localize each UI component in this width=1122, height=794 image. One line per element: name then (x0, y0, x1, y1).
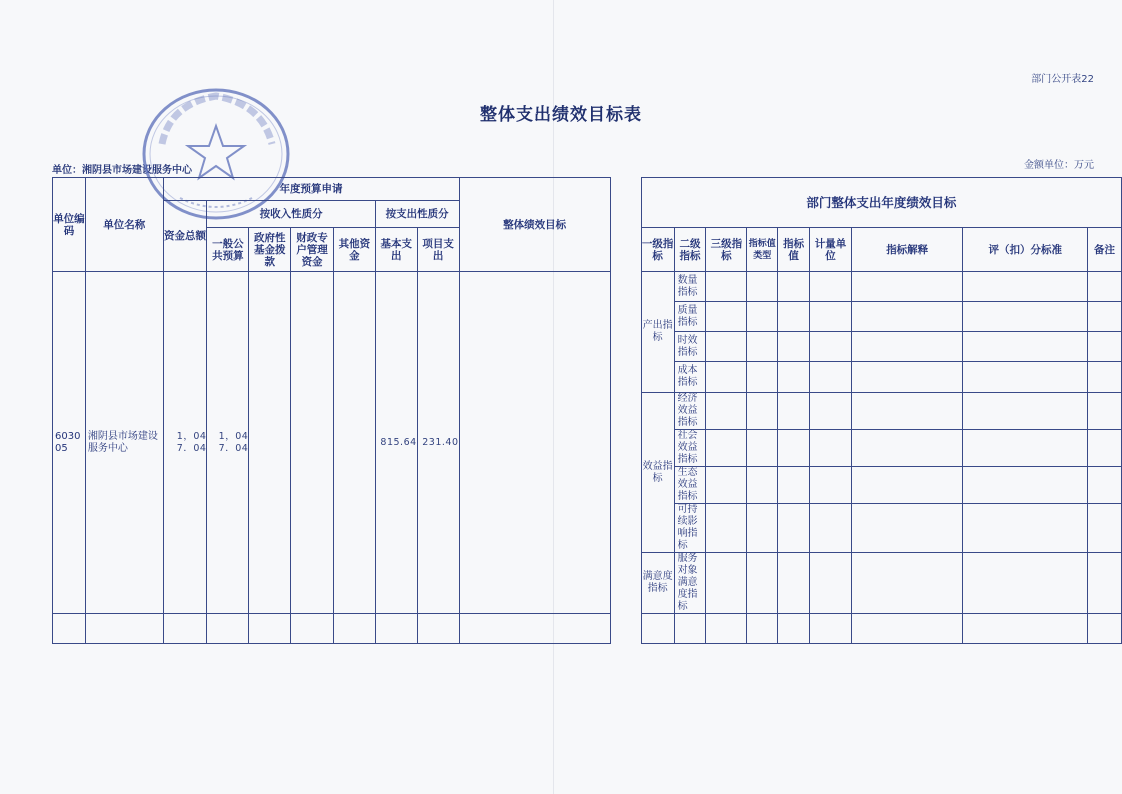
empty-cell (163, 614, 207, 644)
empty-cell (851, 614, 963, 644)
empty-cell (778, 504, 810, 553)
money-unit-label: 金额单位：万元 (1024, 160, 1094, 171)
indicator-sub: 数量指标 (674, 272, 706, 302)
header-remark: 备注 (1087, 228, 1121, 272)
empty-cell (747, 467, 778, 504)
empty-cell (778, 553, 810, 614)
empty-cell (747, 504, 778, 553)
empty-cell (610, 614, 641, 644)
empty-cell (778, 362, 810, 393)
cell-other-funds (333, 272, 375, 614)
empty-cell (851, 302, 963, 332)
cell-general-budget: 1，047．04 (207, 272, 249, 614)
header-level3: 三级指标 (706, 228, 747, 272)
empty-cell (1087, 430, 1121, 467)
header-by-expense: 按支出性质分 (375, 201, 459, 228)
header-other-funds: 其他资金 (333, 228, 375, 272)
empty-cell (641, 614, 674, 644)
empty-cell (851, 272, 963, 302)
empty-cell (851, 553, 963, 614)
empty-cell (778, 614, 810, 644)
empty-cell (778, 393, 810, 430)
empty-cell (747, 553, 778, 614)
empty-cell (417, 614, 459, 644)
indicator-sub: 经济效益指标 (674, 393, 706, 430)
empty-cell (747, 332, 778, 362)
empty-cell (963, 272, 1088, 302)
indicator-benefit: 效益指标 (641, 393, 674, 553)
empty-cell (1087, 332, 1121, 362)
empty-cell (778, 302, 810, 332)
empty-cell (851, 362, 963, 393)
empty-cell (963, 553, 1088, 614)
empty-cell (963, 614, 1088, 644)
empty-cell (706, 362, 747, 393)
empty-cell (778, 332, 810, 362)
empty-cell (810, 332, 852, 362)
empty-cell (963, 302, 1088, 332)
header-unit-code: 单位编码 (53, 178, 86, 272)
empty-cell (963, 332, 1088, 362)
empty-cell (249, 614, 291, 644)
empty-cell (1087, 393, 1121, 430)
cell-overall-goal (459, 272, 610, 614)
empty-cell (1087, 504, 1121, 553)
empty-cell (706, 332, 747, 362)
cell-total-funds: 1，047．04 (163, 272, 207, 614)
cell-basic-expense: 815.64 (375, 272, 417, 614)
empty-cell (851, 430, 963, 467)
header-basic-expense: 基本支出 (375, 228, 417, 272)
indicator-sub: 可持续影响指标 (674, 504, 706, 553)
empty-cell (674, 614, 706, 644)
header-indicator-value: 指标值 (778, 228, 810, 272)
page-title: 整体支出绩效目标表 (480, 105, 642, 125)
header-dept-goal: 部门整体支出年度绩效目标 (641, 178, 1121, 228)
indicator-satisfaction: 满意度指标 (641, 553, 674, 614)
empty-cell (747, 302, 778, 332)
empty-cell (810, 272, 852, 302)
empty-cell (1087, 467, 1121, 504)
header-value-type: 指标值类型 (747, 228, 778, 272)
empty-cell (851, 504, 963, 553)
empty-cell (333, 614, 375, 644)
indicator-sub: 服务对象满意度指标 (674, 553, 706, 614)
header-level2: 二级指标 (674, 228, 706, 272)
empty-cell (706, 504, 747, 553)
empty-cell (963, 430, 1088, 467)
empty-cell (1087, 272, 1121, 302)
empty-cell (207, 614, 249, 644)
performance-goal-table (52, 177, 1122, 644)
header-overall-goal: 整体绩效目标 (459, 178, 610, 272)
empty-cell (810, 430, 852, 467)
indicator-sub: 时效指标 (674, 332, 706, 362)
empty-cell (375, 614, 417, 644)
header-budget-apply: 年度预算申请 (163, 178, 459, 201)
empty-cell (810, 504, 852, 553)
empty-cell (706, 467, 747, 504)
empty-cell (291, 614, 334, 644)
empty-cell (1087, 614, 1121, 644)
header-fiscal-special: 财政专户管理资金 (291, 228, 334, 272)
header-gov-fund: 政府性基金拨款 (249, 228, 291, 272)
table-gap (610, 228, 641, 272)
empty-cell (810, 553, 852, 614)
empty-cell (851, 393, 963, 430)
empty-cell (85, 614, 163, 644)
header-total-funds: 资金总额 (163, 201, 207, 272)
empty-cell (459, 614, 610, 644)
cell-fiscal-special (291, 272, 334, 614)
empty-cell (706, 272, 747, 302)
header-project-expense: 项目支出 (417, 228, 459, 272)
empty-cell (963, 504, 1088, 553)
empty-cell (810, 362, 852, 393)
empty-cell (706, 553, 747, 614)
empty-cell (747, 362, 778, 393)
table-gap (610, 178, 641, 228)
empty-cell (963, 467, 1088, 504)
table-gap (610, 272, 641, 614)
empty-cell (778, 467, 810, 504)
empty-cell (851, 467, 963, 504)
empty-cell (706, 393, 747, 430)
empty-cell (851, 332, 963, 362)
empty-cell (963, 393, 1088, 430)
cell-unit-name: 湘阴县市场建设服务中心 (85, 272, 163, 614)
unit-label: 单位：湘阴县市场建设服务中心 (52, 165, 192, 176)
empty-cell (1087, 302, 1121, 332)
empty-cell (963, 362, 1088, 393)
indicator-sub: 生态效益指标 (674, 467, 706, 504)
empty-cell (778, 272, 810, 302)
header-scoring: 评（扣）分标准 (963, 228, 1088, 272)
empty-cell (810, 302, 852, 332)
cell-unit-code: 603005 (53, 272, 86, 614)
header-by-income: 按收入性质分 (207, 201, 375, 228)
empty-cell (1087, 362, 1121, 393)
empty-cell (1087, 553, 1121, 614)
empty-cell (810, 467, 852, 504)
empty-cell (810, 614, 852, 644)
empty-cell (706, 614, 747, 644)
page-number: 部门公开表22 (1031, 74, 1094, 85)
header-general-budget: 一般公共预算 (207, 228, 249, 272)
empty-cell (747, 272, 778, 302)
empty-cell (706, 302, 747, 332)
header-explanation: 指标解释 (851, 228, 963, 272)
header-level1: 一级指标 (641, 228, 674, 272)
header-measure-unit: 计量单位 (810, 228, 852, 272)
indicator-sub: 社会效益指标 (674, 430, 706, 467)
indicator-output: 产出指标 (641, 272, 674, 393)
indicator-sub: 质量指标 (674, 302, 706, 332)
empty-cell (778, 430, 810, 467)
empty-cell (747, 430, 778, 467)
empty-cell (810, 393, 852, 430)
empty-cell (706, 430, 747, 467)
cell-project-expense: 231.40 (417, 272, 459, 614)
cell-gov-fund (249, 272, 291, 614)
empty-cell (53, 614, 86, 644)
empty-cell (747, 614, 778, 644)
indicator-sub: 成本指标 (674, 362, 706, 393)
empty-cell (747, 393, 778, 430)
header-unit-name: 单位名称 (85, 178, 163, 272)
